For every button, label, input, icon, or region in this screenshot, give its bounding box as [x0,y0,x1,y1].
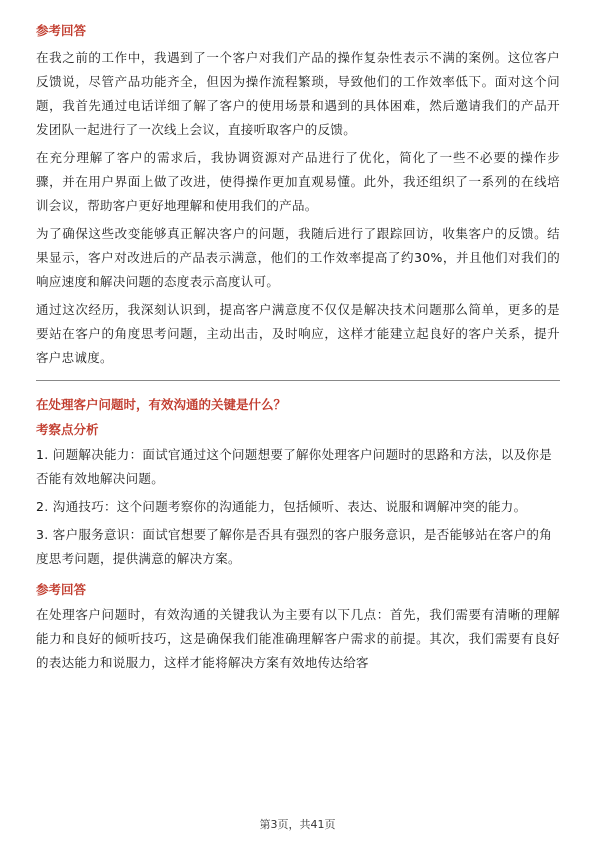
analysis-heading: 考察点分析 [36,422,99,437]
answer-paragraph-1: 在我之前的工作中，我遇到了一个客户对我们产品的操作复杂性表示不满的案例。这位客户反馈说，尽管产品功能齐全，但因为操作流程繁琐，导致他们的工作效率低下。面对这个问题，我首先通过电话详细了解了客户的使用场景和遇到的具体困难，然后邀请我们的产品开发团队一起进行了一次线上会议，直接听取客户的反馈。 [36,50,560,137]
analysis-item-1: 1. 问题解决能力：面试官通过这个问题想要了解你处理客户问题时的思路和方法，以及你是否能有效地解决问题。 [36,447,553,486]
analysis-item-3: 3. 客户服务意识：面试官想要了解你是否具有强烈的客户服务意识，是否能够站在客户的角度思考问题，提供满意的解决方案。 [36,527,553,566]
answer-paragraph-4: 通过这次经历，我深刻认识到，提高客户满意度不仅仅是解决技术问题那么简单，更多的是要站在客户的角度思考问题，主动出击，及时响应，这样才能建立起良好的客户关系，提升客户忠诚度。 [36,302,560,365]
section-divider [36,380,560,381]
answer-paragraph-2: 在充分理解了客户的需求后，我协调资源对产品进行了优化，简化了一些不必要的操作步骤，并在用户界面上做了改进，使得操作更加直观易懂。此外，我还组织了一系列的在线培训会议，帮助客户更好地理解和使用我们的产品。 [36,150,560,213]
analysis-item-2: 2. 沟通技巧：这个问题考察你的沟通能力，包括倾听、表达、说服和调解冲突的能力。 [36,499,527,514]
answer-paragraph-3: 为了确保这些改变能够真正解决客户的问题，我随后进行了跟踪回访，收集客户的反馈。结果显示，客户对改进后的产品表示满意，他们的工作效率提高了约30%，并且他们对我们的响应速度和解决问题的态度表示高度认可。 [36,226,560,289]
page-number: 第3页，共41页 [259,818,336,831]
question-title: 在处理客户问题时，有效沟通的关键是什么？ [36,397,287,412]
answer-paragraph-q2: 在处理客户问题时，有效沟通的关键我认为主要有以下几点：首先，我们需要有清晰的理解能力和良好的倾听技巧，这是确保我们能准确理解客户需求的前提。其次，我们需要有良好的表达能力和说服力，这样才能将解决方案有效地传达给客 [36,607,560,670]
page-content [36,22,560,679]
reference-answer-heading: 参考回答 [36,23,87,38]
reference-answer-heading-2: 参考回答 [36,582,87,597]
